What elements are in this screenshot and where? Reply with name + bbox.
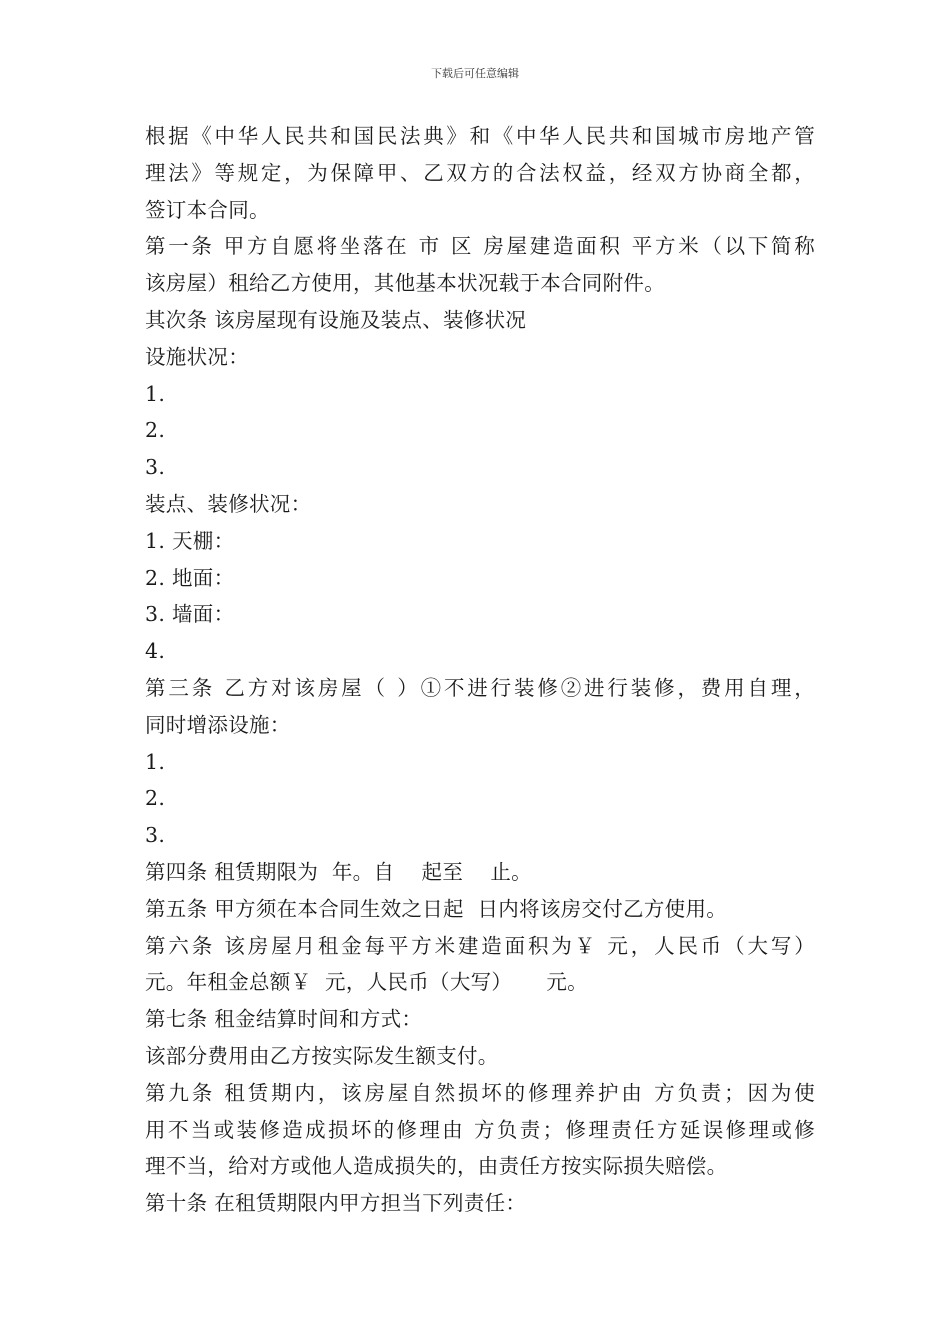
article-9-line: 理不当，给对方或他人造成损失的，由责任方按实际损失赔偿。 [145, 1154, 728, 1179]
list-item: 4. [145, 639, 166, 664]
list-item: 3. [145, 823, 166, 848]
article-4-line: 第四条 租赁期限为 年。自 起至 止。 [145, 859, 532, 884]
list-item: 3. [145, 455, 166, 480]
paragraph-line: 签订本合同。 [145, 197, 270, 222]
document-body [145, 118, 815, 1222]
article-3-line: 第三条 乙方对该房屋（ ）①不进行装修②进行装修，费用自理， [145, 675, 815, 700]
article-1-line: 该房屋）租给乙方使用，其他基本状况载于本合同附件。 [145, 271, 665, 296]
list-item: 2. [145, 786, 166, 811]
paragraph-line: 该部分费用由乙方按实际发生额支付。 [145, 1043, 499, 1068]
article-10-line: 第十条 在租赁期限内甲方担当下列责任： [145, 1191, 527, 1216]
list-item: 1. 天棚： [145, 528, 235, 553]
page-header: 下载后可任意编辑 [431, 67, 519, 80]
article-9-line: 用不当或装修造成损坏的修理由 方负责；修理责任方延误修理或修 [145, 1117, 815, 1142]
paragraph-line: 理法》等规定，为保障甲、乙双方的合法权益，经双方协商全都， [145, 160, 815, 185]
section-label: 装点、装修状况： [145, 491, 312, 516]
article-3-line: 同时增添设施： [145, 712, 291, 737]
article-5-line: 第五条 甲方须在本合同生效之日起 日内将该房交付乙方使用。 [145, 896, 728, 921]
list-item: 2. 地面： [145, 565, 235, 590]
paragraph-line: 根据《中华人民共和国民法典》和《中华人民共和国城市房地产管 [145, 124, 815, 148]
list-item: 1. [145, 381, 166, 406]
article-2-heading: 其次条 该房屋现有设施及装点、装修状况 [145, 307, 527, 332]
article-7-line: 第七条 租金结算时间和方式： [145, 1007, 423, 1032]
article-6-line: 元。年租金总额￥ 元，人民币（大写） 元。 [145, 970, 588, 995]
article-6-line: 第六条 该房屋月租金每平方米建造面积为￥ 元，人民币（大写） [145, 933, 815, 958]
list-item: 3. 墙面： [145, 602, 235, 627]
list-item: 1. [145, 749, 166, 774]
list-item: 2. [145, 418, 166, 443]
article-1-line: 第一条 甲方自愿将坐落在 市 区 房屋建造面积 平方米（以下简称 [145, 234, 815, 259]
section-label: 设施状况： [145, 344, 249, 369]
article-9-line: 第九条 租赁期内，该房屋自然损坏的修理养护由 方负责；因为使 [145, 1080, 815, 1105]
